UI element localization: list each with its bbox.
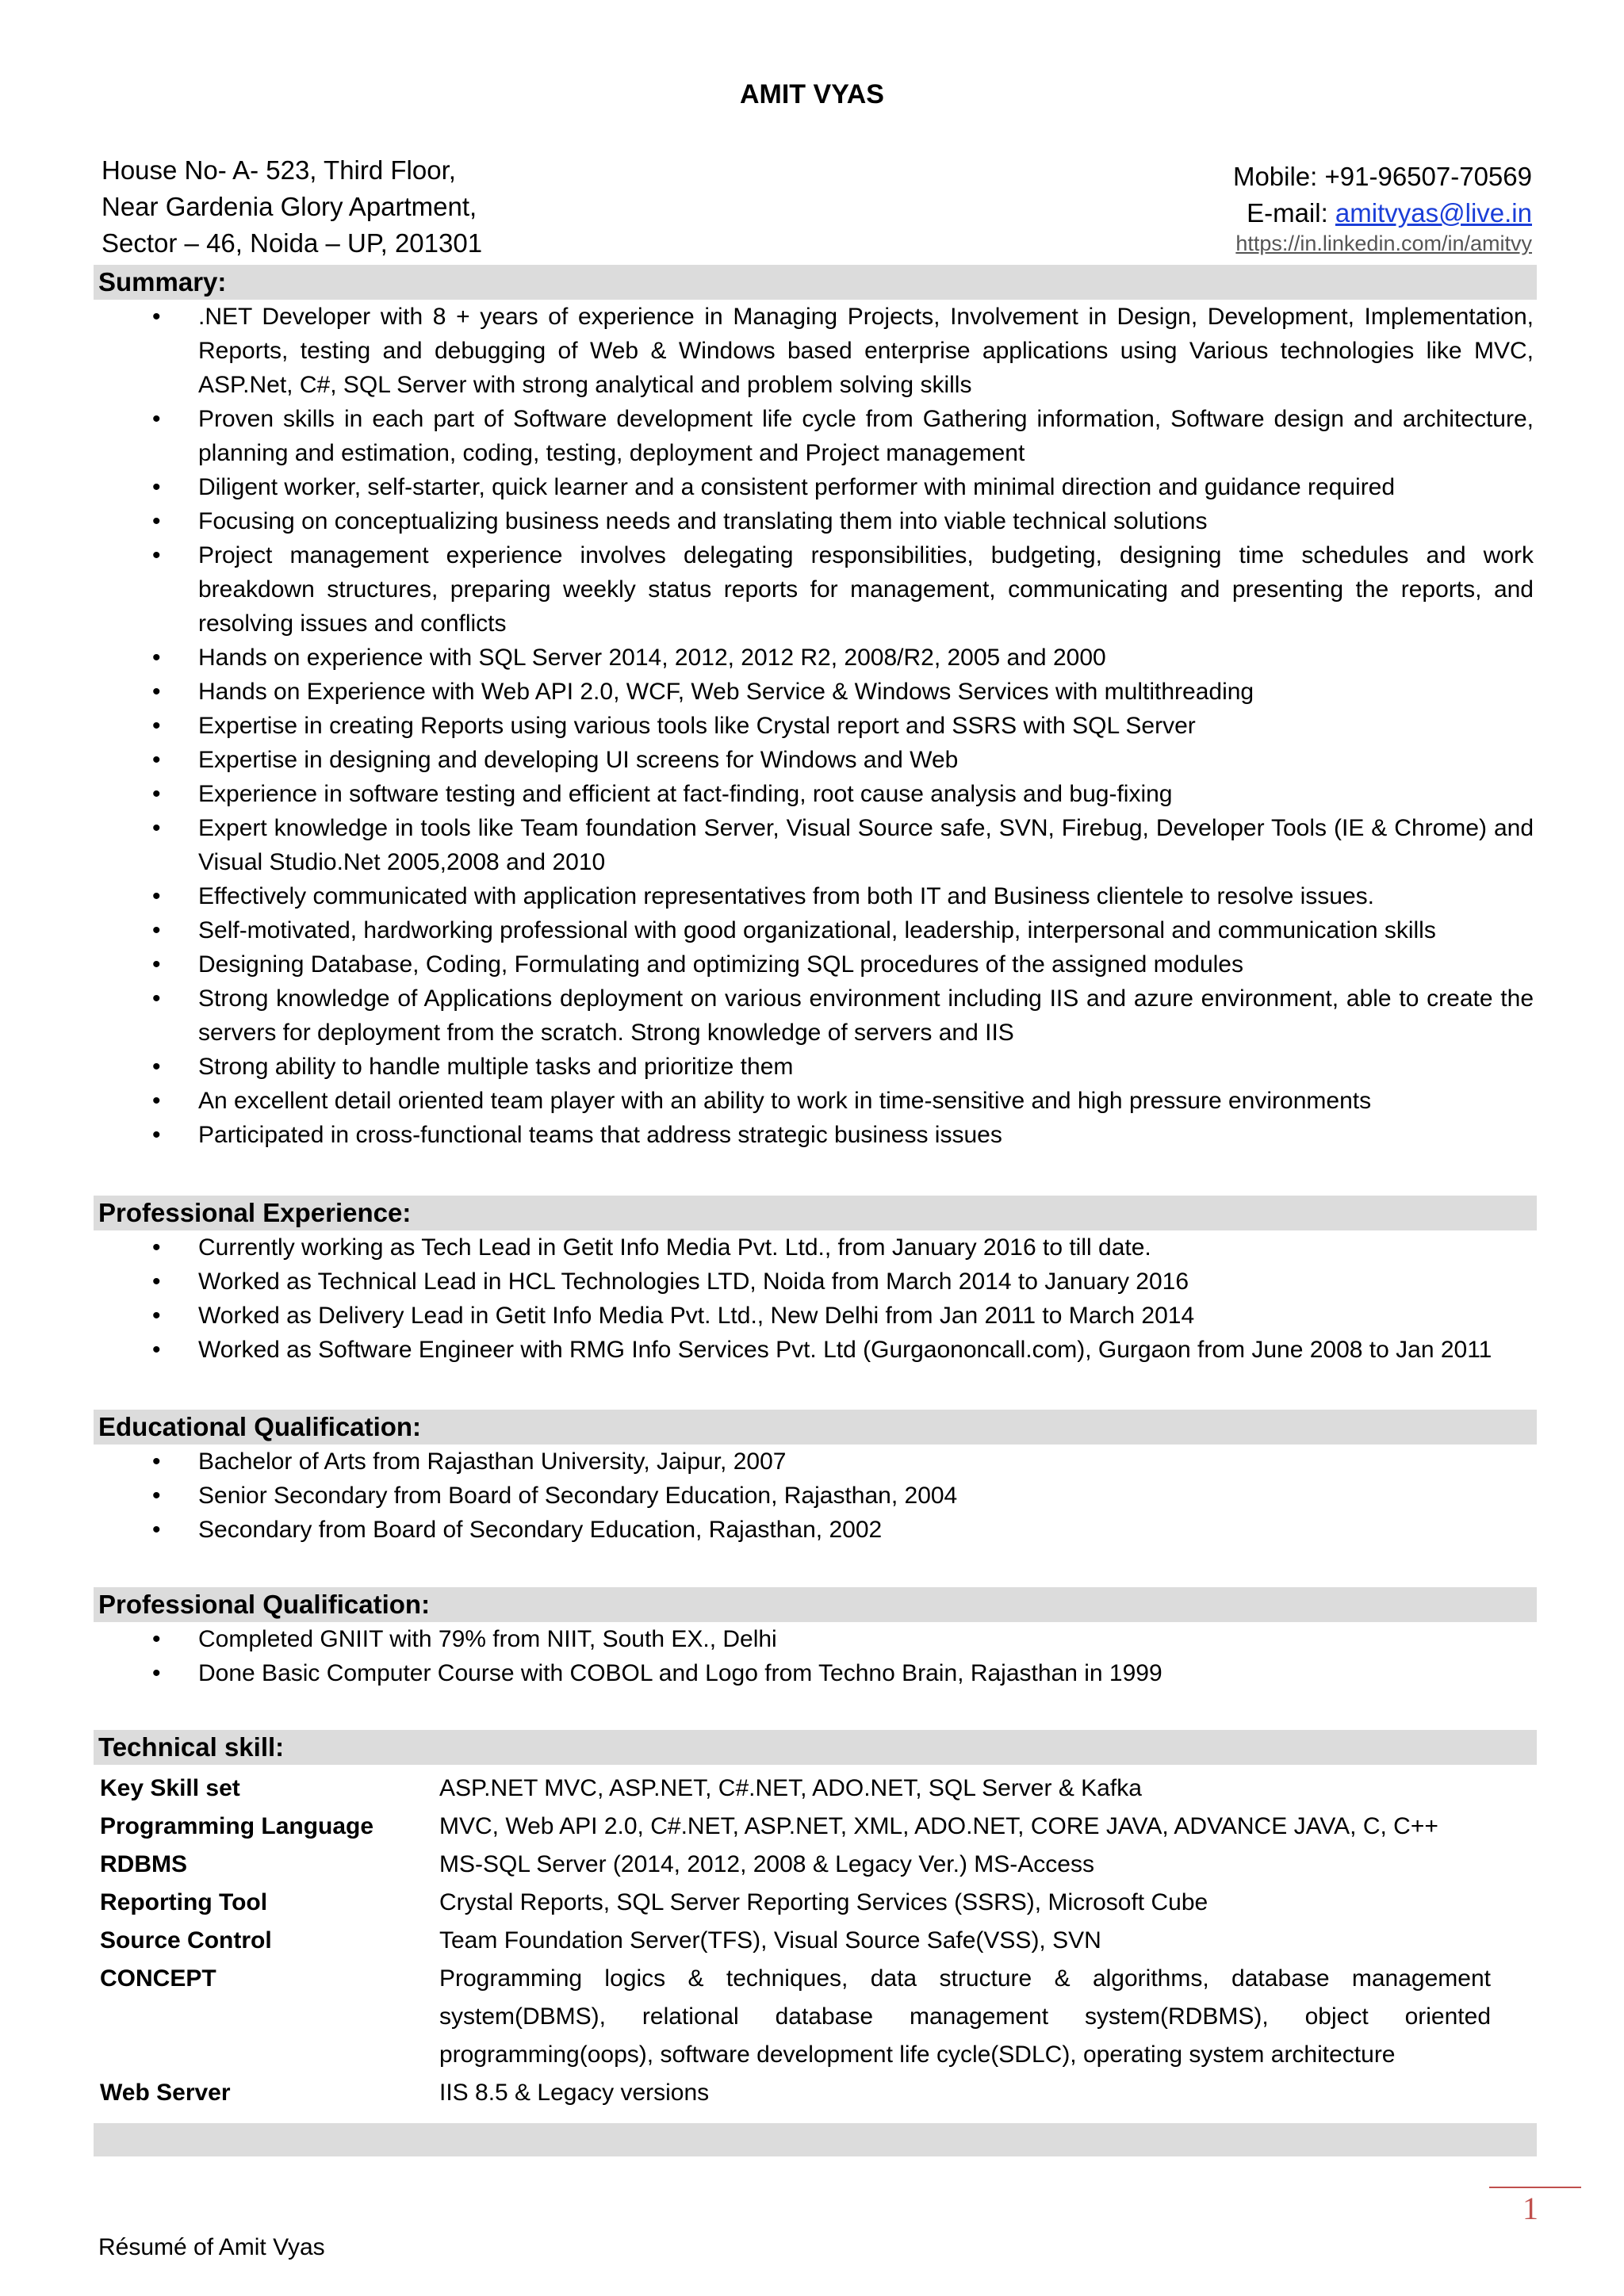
skill-row (100, 1770, 1496, 1808)
list-item-text: Expert knowledge in tools like Team foundation Server, Visual Source safe, SVN, Firebug, Developer Tools (IE & Chrome) and Visual Studio.Net 2005,2008 and 2010 (198, 815, 1534, 875)
education-section (94, 1410, 1537, 1547)
prof-qualification-section (94, 1587, 1537, 1690)
skill-row (100, 1884, 1496, 1922)
list-item-text: Proven skills in each part of Software development life cycle from Gathering information, Software design and architecture, planning and estimation, coding, testing, deployment and Project management (198, 406, 1534, 466)
bullet-icon: • (152, 1337, 161, 1363)
skill-key: Reporting Tool (100, 1889, 268, 1915)
bullet-icon: • (152, 645, 161, 671)
bullet-icon: • (152, 474, 161, 500)
list-item (94, 1479, 1537, 1513)
bullet-icon: • (152, 1054, 161, 1080)
skill-value: ASP.NET MVC, ASP.NET, C#.NET, ADO.NET, SQL Server & Kafka (439, 1775, 1142, 1801)
skill-value: IIS 8.5 & Legacy versions (439, 2080, 710, 2106)
list-item-text: Hands on experience with SQL Server 2014, 2012, 2012 R2, 2008/R2, 2005 and 2000 (198, 645, 1106, 671)
list-item (94, 538, 1537, 641)
prof-qualification-heading: Professional Qualification: (94, 1587, 1537, 1622)
address-line: Sector – 46, Noida – UP, 201301 (102, 228, 483, 258)
list-item (94, 1265, 1537, 1299)
list-item (94, 300, 1537, 402)
education-list (94, 1445, 1537, 1547)
list-item-text: Currently working as Tech Lead in Getit Info Media Pvt. Ltd., from January 2016 to till date. (198, 1234, 1151, 1261)
address-line: Near Gardenia Glory Apartment, (102, 192, 477, 221)
bullet-icon: • (152, 883, 161, 909)
list-item-text: Worked as Delivery Lead in Getit Info Media Pvt. Ltd., New Delhi from Jan 2011 to March 2014 (198, 1303, 1195, 1329)
list-item (94, 1084, 1537, 1118)
education-heading: Educational Qualification: (94, 1410, 1537, 1445)
bullet-icon: • (152, 406, 161, 432)
skill-key: Programming Language (100, 1813, 374, 1839)
bullet-icon: • (152, 1122, 161, 1148)
bullet-icon: • (152, 713, 161, 739)
bullet-icon: • (152, 781, 161, 807)
bullet-icon: • (152, 304, 161, 330)
bullet-icon: • (152, 1269, 161, 1295)
skill-value: MS-SQL Server (2014, 2012, 2008 & Legacy Ver.) MS-Access (439, 1851, 1094, 1877)
list-item (94, 709, 1537, 743)
list-item (94, 1445, 1537, 1479)
email-link[interactable]: amitvyas@live.in (1335, 198, 1532, 228)
summary-heading: Summary: (94, 265, 1537, 300)
footer-text: Résumé of Amit Vyas (98, 2234, 325, 2260)
bullet-icon: • (152, 1660, 161, 1686)
list-item-text: Effectively communicated with application representatives from both IT and Business clientele to resolve issues. (198, 883, 1374, 909)
list-item (94, 1622, 1537, 1656)
list-item-text: Hands on Experience with Web API 2.0, WCF, Web Service & Windows Services with multithreading (198, 679, 1254, 705)
list-item (94, 743, 1537, 777)
skill-key: Web Server (100, 2080, 231, 2106)
list-item-text: .NET Developer with 8 + years of experience in Managing Projects, Involvement in Design, Development, Implementation, Reports, testing and debugging of Web & Windows based enterprise applications using Various technologies like MVC, ASP.Net, C#, SQL Server with strong analytical and problem solving skills (198, 304, 1534, 398)
skill-value: Programming logics & techniques, data structure & algorithms, database management system(DBMS), relational database management system(RDBMS), object oriented programming(oops), software development life cycle(SDLC), operating system architecture (439, 1965, 1491, 2068)
list-item-text: Experience in software testing and efficient at fact-finding, root cause analysis and bug-fixing (198, 781, 1173, 807)
bullet-icon: • (152, 1483, 161, 1509)
bullet-icon: • (152, 679, 161, 705)
summary-list (94, 300, 1537, 1152)
list-item-text: Strong knowledge of Applications deployment on various environment including IIS and azure environment, able to create the servers for deployment from the scratch. Strong knowledge of servers and IIS (198, 985, 1534, 1046)
list-item (94, 947, 1537, 982)
bullet-icon: • (152, 985, 161, 1012)
list-item (94, 641, 1537, 675)
list-item (94, 777, 1537, 811)
list-item-text: An excellent detail oriented team player with an ability to work in time-sensitive and high pressure environments (198, 1088, 1372, 1114)
skills-section (94, 1730, 1537, 2112)
bullet-icon: • (152, 1448, 161, 1475)
skill-value: Crystal Reports, SQL Server Reporting Services (SSRS), Microsoft Cube (439, 1889, 1208, 1915)
skills-table (100, 1770, 1496, 2112)
list-item-text: Senior Secondary from Board of Secondary Education, Rajasthan, 2004 (198, 1483, 958, 1509)
list-item-text: Expertise in creating Reports using various tools like Crystal report and SSRS with SQL Server (198, 713, 1196, 739)
list-item (94, 811, 1537, 879)
email-label: E-mail: (1247, 198, 1335, 228)
list-item (94, 402, 1537, 470)
list-item (94, 913, 1537, 947)
prof-qualification-list (94, 1622, 1537, 1690)
list-item-text: Secondary from Board of Secondary Education, Rajasthan, 2002 (198, 1517, 883, 1543)
bullet-icon: • (152, 1234, 161, 1261)
list-item (94, 1118, 1537, 1152)
list-item (94, 1230, 1537, 1265)
list-item (94, 879, 1537, 913)
list-item (94, 675, 1537, 709)
bullet-icon: • (152, 1626, 161, 1652)
skill-row (100, 2074, 1496, 2112)
list-item-text: Strong ability to handle multiple tasks and prioritize them (198, 1054, 794, 1080)
bullet-icon: • (152, 1303, 161, 1329)
list-item-text: Expertise in designing and developing UI screens for Windows and Web (198, 747, 959, 773)
contact-block (1233, 159, 1532, 255)
skill-key: Key Skill set (100, 1775, 240, 1801)
list-item-text: Completed GNIIT with 79% from NIIT, South EX., Delhi (198, 1626, 777, 1652)
list-item (94, 982, 1537, 1050)
bullet-icon: • (152, 917, 161, 943)
skill-row (100, 1846, 1496, 1884)
list-item (94, 1050, 1537, 1084)
bullet-icon: • (152, 747, 161, 773)
bullet-icon: • (152, 508, 161, 534)
list-item-text: Worked as Technical Lead in HCL Technologies LTD, Noida from March 2014 to January 2016 (198, 1269, 1189, 1295)
skills-heading: Technical skill: (94, 1730, 1537, 1765)
bullet-icon: • (152, 1517, 161, 1543)
summary-section (94, 265, 1537, 1152)
skill-key: CONCEPT (100, 1965, 216, 1992)
experience-list (94, 1230, 1537, 1367)
address-block (102, 152, 482, 262)
page-number-rule (1489, 2187, 1581, 2188)
list-item-text: Self-motivated, hardworking professional with good organizational, leadership, interpersonal and communication skills (198, 917, 1436, 943)
page-number: 1 (1522, 2191, 1538, 2226)
list-item (94, 1299, 1537, 1333)
bullet-icon: • (152, 815, 161, 841)
skill-key: RDBMS (100, 1851, 187, 1877)
list-item (94, 1656, 1537, 1690)
bullet-icon: • (152, 1088, 161, 1114)
list-item-text: Focusing on conceptualizing business needs and translating them into viable technical solutions (198, 508, 1208, 534)
skill-row (100, 1960, 1496, 2074)
list-item-text: Designing Database, Coding, Formulating and optimizing SQL procedures of the assigned modules (198, 951, 1243, 978)
list-item-text: Participated in cross-functional teams that address strategic business issues (198, 1122, 1002, 1148)
address-line: House No- A- 523, Third Floor, (102, 155, 456, 185)
bullet-icon: • (152, 951, 161, 978)
skill-key: Source Control (100, 1927, 272, 1954)
list-item-text: Project management experience involves delegating responsibilities, budgeting, designing time schedules and work breakdown structures, preparing weekly status reports for management, communicating and presenting the reports, and resolving issues and conflicts (198, 542, 1534, 637)
skill-value: Team Foundation Server(TFS), Visual Source Safe(VSS), SVN (439, 1927, 1101, 1954)
skill-value: MVC, Web API 2.0, C#.NET, ASP.NET, XML, ADO.NET, CORE JAVA, ADVANCE JAVA, C, C++ (439, 1813, 1438, 1839)
skill-row (100, 1922, 1496, 1960)
list-item (94, 1333, 1537, 1367)
skill-row (100, 1808, 1496, 1846)
list-item-text: Done Basic Computer Course with COBOL and Logo from Techno Brain, Rajasthan in 1999 (198, 1660, 1162, 1686)
linkedin-link[interactable]: https://in.linkedin.com/in/amitvy (1235, 232, 1532, 255)
footer-divider-bar (94, 2123, 1537, 2156)
mobile-number: Mobile: +91-96507-70569 (1232, 162, 1532, 191)
list-item (94, 470, 1537, 504)
experience-heading: Professional Experience: (94, 1196, 1537, 1230)
list-item (94, 1513, 1537, 1547)
bullet-icon: • (152, 542, 161, 568)
candidate-name: AMIT VYAS (739, 79, 884, 109)
list-item (94, 504, 1537, 538)
email-line (1233, 195, 1532, 232)
list-item-text: Diligent worker, self-starter, quick learner and a consistent performer with minimal direction and guidance required (198, 474, 1396, 500)
list-item-text: Worked as Software Engineer with RMG Info Services Pvt. Ltd (Gurgaononcall.com), Gurgaon from June 2008 to Jan 2011 (198, 1337, 1492, 1363)
experience-section (94, 1196, 1537, 1367)
list-item-text: Bachelor of Arts from Rajasthan University, Jaipur, 2007 (198, 1448, 787, 1475)
